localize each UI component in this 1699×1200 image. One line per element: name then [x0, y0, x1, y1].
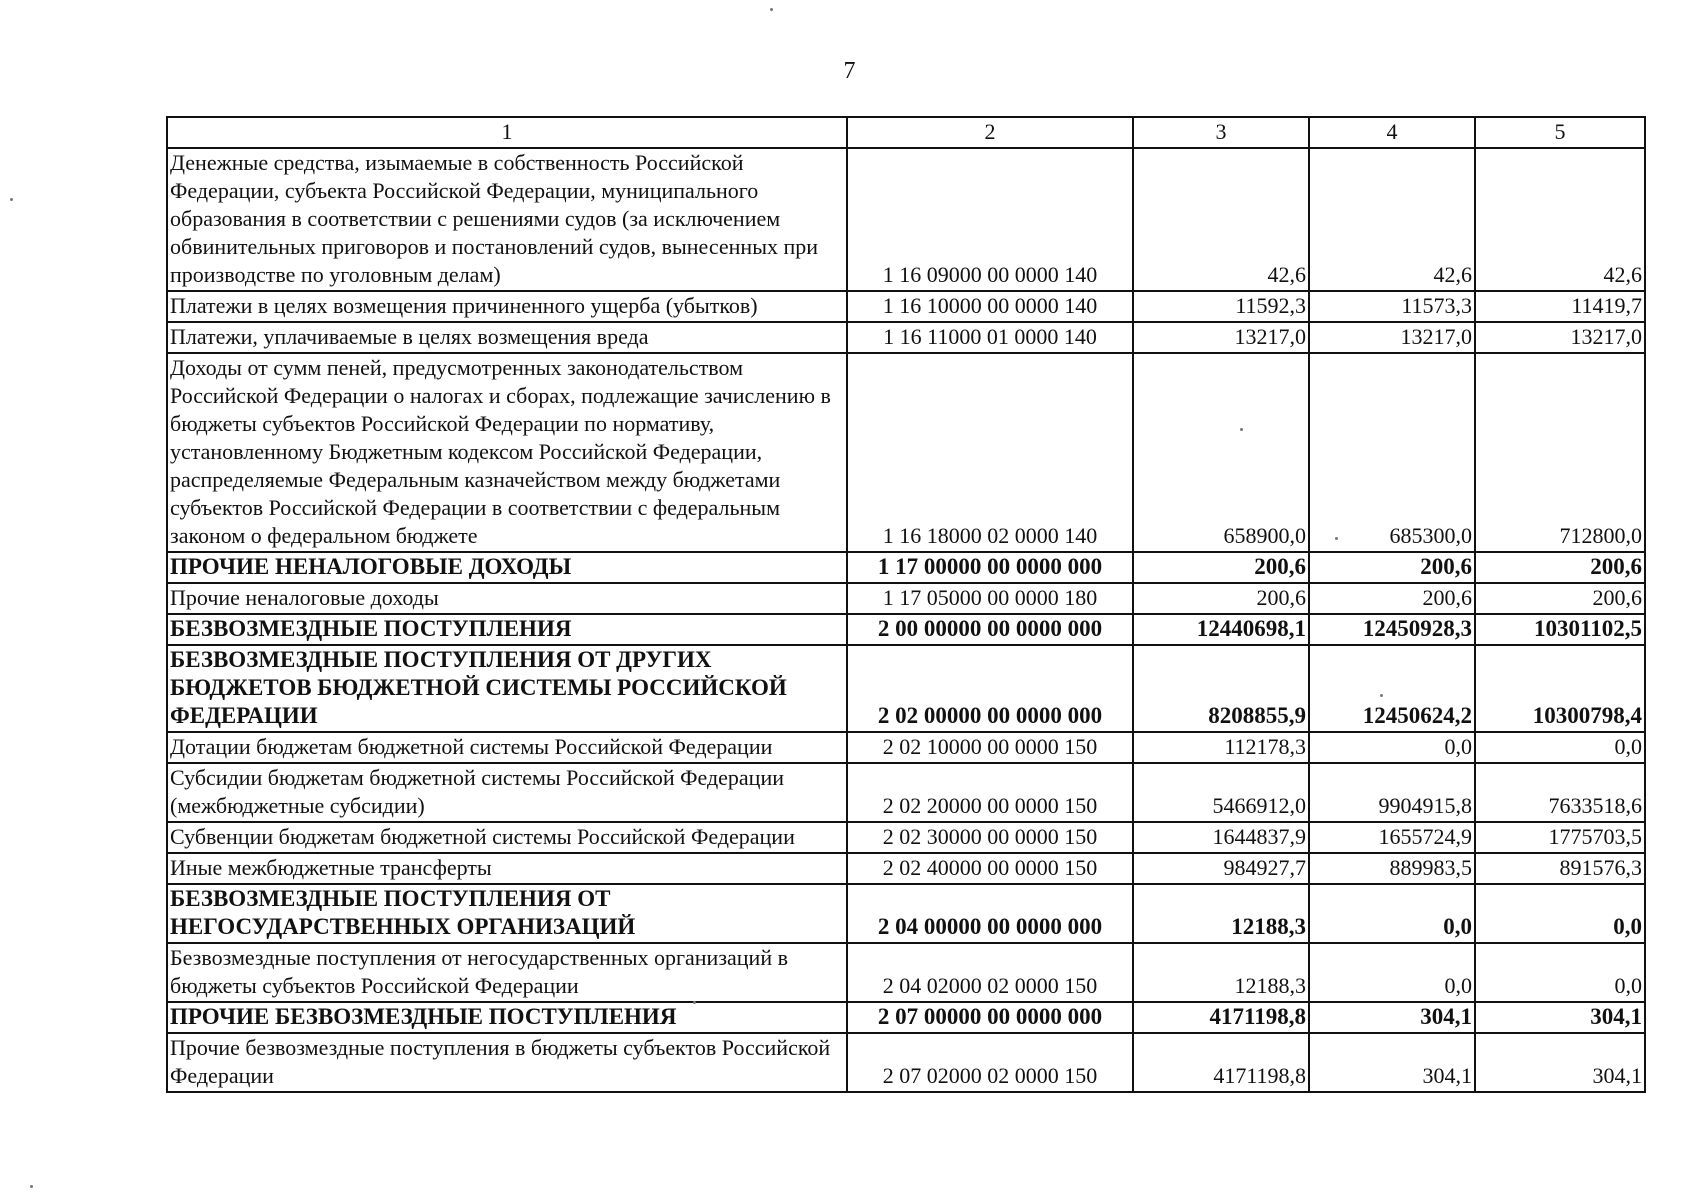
row-value-col5: 13217,0 [1475, 322, 1645, 353]
table-row [167, 552, 1645, 583]
row-code-cell: 2 04 02000 02 0000 150 [847, 943, 1133, 1002]
row-value-col5: 1775703,5 [1475, 822, 1645, 853]
row-value-col5: 10301102,5 [1475, 614, 1645, 645]
row-value-col5: 304,1 [1475, 1033, 1645, 1092]
row-name-cell: Платежи, уплачиваемые в целях возмещения вреда [167, 322, 847, 353]
row-value-col4: 9904915,8 [1309, 763, 1475, 822]
scan-speck [770, 8, 773, 11]
row-value-col4: 0,0 [1309, 943, 1475, 1002]
column-header-4: 4 [1309, 117, 1475, 148]
row-value-col4: 1655724,9 [1309, 822, 1475, 853]
page-number: 7 [843, 58, 856, 84]
row-value-col4: 0,0 [1309, 884, 1475, 943]
row-value-col5: 42,6 [1475, 148, 1645, 291]
scan-speck [1380, 694, 1383, 697]
row-value-col5: 304,1 [1475, 1002, 1645, 1033]
row-name-cell: ПРОЧИЕ БЕЗВОЗМЕЗДНЫЕ ПОСТУПЛЕНИЯ [167, 1002, 847, 1033]
row-name-cell: БЕЗВОЗМЕЗДНЫЕ ПОСТУПЛЕНИЯ ОТ ДРУГИХ БЮДЖЕТОВ БЮДЖЕТНОЙ СИСТЕМЫ РОССИЙСКОЙ ФЕДЕРАЦИИ [167, 645, 847, 732]
row-value-col3: 200,6 [1133, 552, 1309, 583]
row-value-col4: 13217,0 [1309, 322, 1475, 353]
scan-speck [1335, 537, 1338, 540]
column-header-5: 5 [1475, 117, 1645, 148]
row-value-col4: 0,0 [1309, 732, 1475, 763]
column-header-3: 3 [1133, 117, 1309, 148]
row-code-cell: 2 02 30000 00 0000 150 [847, 822, 1133, 853]
row-value-col4: 304,1 [1309, 1002, 1475, 1033]
row-value-col5: 10300798,4 [1475, 645, 1645, 732]
row-value-col3: 13217,0 [1133, 322, 1309, 353]
table-row [167, 645, 1645, 732]
row-value-col3: 11592,3 [1133, 291, 1309, 322]
row-value-col5: 11419,7 [1475, 291, 1645, 322]
row-value-col3: 5466912,0 [1133, 763, 1309, 822]
row-value-col5: 0,0 [1475, 884, 1645, 943]
table-row [167, 1002, 1645, 1033]
table-row [167, 583, 1645, 614]
row-value-col3: 658900,0 [1133, 353, 1309, 552]
row-value-col4: 42,6 [1309, 148, 1475, 291]
row-code-cell: 1 16 10000 00 0000 140 [847, 291, 1133, 322]
row-value-col5: 200,6 [1475, 583, 1645, 614]
row-code-cell: 1 16 11000 01 0000 140 [847, 322, 1133, 353]
table-row [167, 353, 1645, 552]
row-code-cell: 2 07 00000 00 0000 000 [847, 1002, 1133, 1033]
row-code-cell: 1 16 09000 00 0000 140 [847, 148, 1133, 291]
row-value-col4: 200,6 [1309, 552, 1475, 583]
table-row [167, 763, 1645, 822]
row-name-cell: ПРОЧИЕ НЕНАЛОГОВЫЕ ДОХОДЫ [167, 552, 847, 583]
row-value-col3: 1644837,9 [1133, 822, 1309, 853]
row-value-col4: 200,6 [1309, 583, 1475, 614]
row-value-col4: 304,1 [1309, 1033, 1475, 1092]
table-row [167, 732, 1645, 763]
row-value-col3: 984927,7 [1133, 853, 1309, 884]
table-row [167, 853, 1645, 884]
row-value-col5: 0,0 [1475, 732, 1645, 763]
row-value-col3: 4171198,8 [1133, 1033, 1309, 1092]
row-code-cell: 2 02 40000 00 0000 150 [847, 853, 1133, 884]
row-code-cell: 1 17 00000 00 0000 000 [847, 552, 1133, 583]
budget-table [166, 116, 1646, 1093]
row-value-col4: 685300,0 [1309, 353, 1475, 552]
row-value-col5: 891576,3 [1475, 853, 1645, 884]
row-name-cell: Денежные средства, изымаемые в собственность Российской Федерации, субъекта Российской Федерации, муниципального образования в соответствии с решениями судов (за исключением обвинительных приговоров и постановлений судов, вынесенных при производстве по уголовным делам) [167, 148, 847, 291]
row-value-col5: 200,6 [1475, 552, 1645, 583]
row-value-col3: 4171198,8 [1133, 1002, 1309, 1033]
row-value-col4: 12450928,3 [1309, 614, 1475, 645]
table-header-row [167, 117, 1645, 148]
row-value-col3: 12440698,1 [1133, 614, 1309, 645]
row-name-cell: Субсидии бюджетам бюджетной системы Российской Федерации (межбюджетные субсидии) [167, 763, 847, 822]
row-code-cell: 2 00 00000 00 0000 000 [847, 614, 1133, 645]
column-header-1: 1 [167, 117, 847, 148]
row-code-cell: 2 07 02000 02 0000 150 [847, 1033, 1133, 1092]
row-value-col3: 42,6 [1133, 148, 1309, 291]
row-value-col5: 0,0 [1475, 943, 1645, 1002]
row-code-cell: 2 02 10000 00 0000 150 [847, 732, 1133, 763]
row-name-cell: Безвозмездные поступления от негосударственных организаций в бюджеты субъектов Российской Федерации [167, 943, 847, 1002]
table-row [167, 614, 1645, 645]
row-value-col5: 712800,0 [1475, 353, 1645, 552]
table-row [167, 822, 1645, 853]
row-code-cell: 2 02 00000 00 0000 000 [847, 645, 1133, 732]
row-code-cell: 2 04 00000 00 0000 000 [847, 884, 1133, 943]
row-name-cell: Прочие неналоговые доходы [167, 583, 847, 614]
table-row [167, 884, 1645, 943]
table-row [167, 148, 1645, 291]
row-name-cell: Дотации бюджетам бюджетной системы Российской Федерации [167, 732, 847, 763]
row-value-col4: 12450624,2 [1309, 645, 1475, 732]
row-code-cell: 2 02 20000 00 0000 150 [847, 763, 1133, 822]
row-value-col5: 7633518,6 [1475, 763, 1645, 822]
scan-speck [30, 1185, 33, 1188]
row-code-cell: 1 17 05000 00 0000 180 [847, 583, 1133, 614]
row-value-col3: 8208855,9 [1133, 645, 1309, 732]
table-row [167, 943, 1645, 1002]
row-value-col3: 12188,3 [1133, 884, 1309, 943]
row-name-cell: БЕЗВОЗМЕЗДНЫЕ ПОСТУПЛЕНИЯ [167, 614, 847, 645]
row-code-cell: 1 16 18000 02 0000 140 [847, 353, 1133, 552]
row-value-col3: 200,6 [1133, 583, 1309, 614]
scan-speck [1240, 428, 1243, 431]
table-row [167, 1033, 1645, 1092]
row-name-cell: Субвенции бюджетам бюджетной системы Российской Федерации [167, 822, 847, 853]
scan-speck [693, 1001, 696, 1004]
row-value-col3: 112178,3 [1133, 732, 1309, 763]
row-name-cell: БЕЗВОЗМЕЗДНЫЕ ПОСТУПЛЕНИЯ ОТ НЕГОСУДАРСТВЕННЫХ ОРГАНИЗАЦИЙ [167, 884, 847, 943]
row-name-cell: Доходы от сумм пеней, предусмотренных законодательством Российской Федерации о налогах и сборах, подлежащие зачислению в бюджеты субъектов Российской Федерации по нормативу, установленному Бюджетным кодексом Российской Федерации, распределяемые Федеральным казначейством между бюджетами субъектов Российской Федерации в соответствии с федеральным законом о федеральном бюджете [167, 353, 847, 552]
row-name-cell: Иные межбюджетные трансферты [167, 853, 847, 884]
table-body [167, 117, 1645, 1092]
row-value-col4: 889983,5 [1309, 853, 1475, 884]
table-row [167, 291, 1645, 322]
row-name-cell: Платежи в целях возмещения причиненного ущерба (убытков) [167, 291, 847, 322]
row-name-cell: Прочие безвозмездные поступления в бюджеты субъектов Российской Федерации [167, 1033, 847, 1092]
column-header-2: 2 [847, 117, 1133, 148]
row-value-col4: 11573,3 [1309, 291, 1475, 322]
table-row [167, 322, 1645, 353]
row-value-col3: 12188,3 [1133, 943, 1309, 1002]
scan-speck [10, 198, 13, 201]
